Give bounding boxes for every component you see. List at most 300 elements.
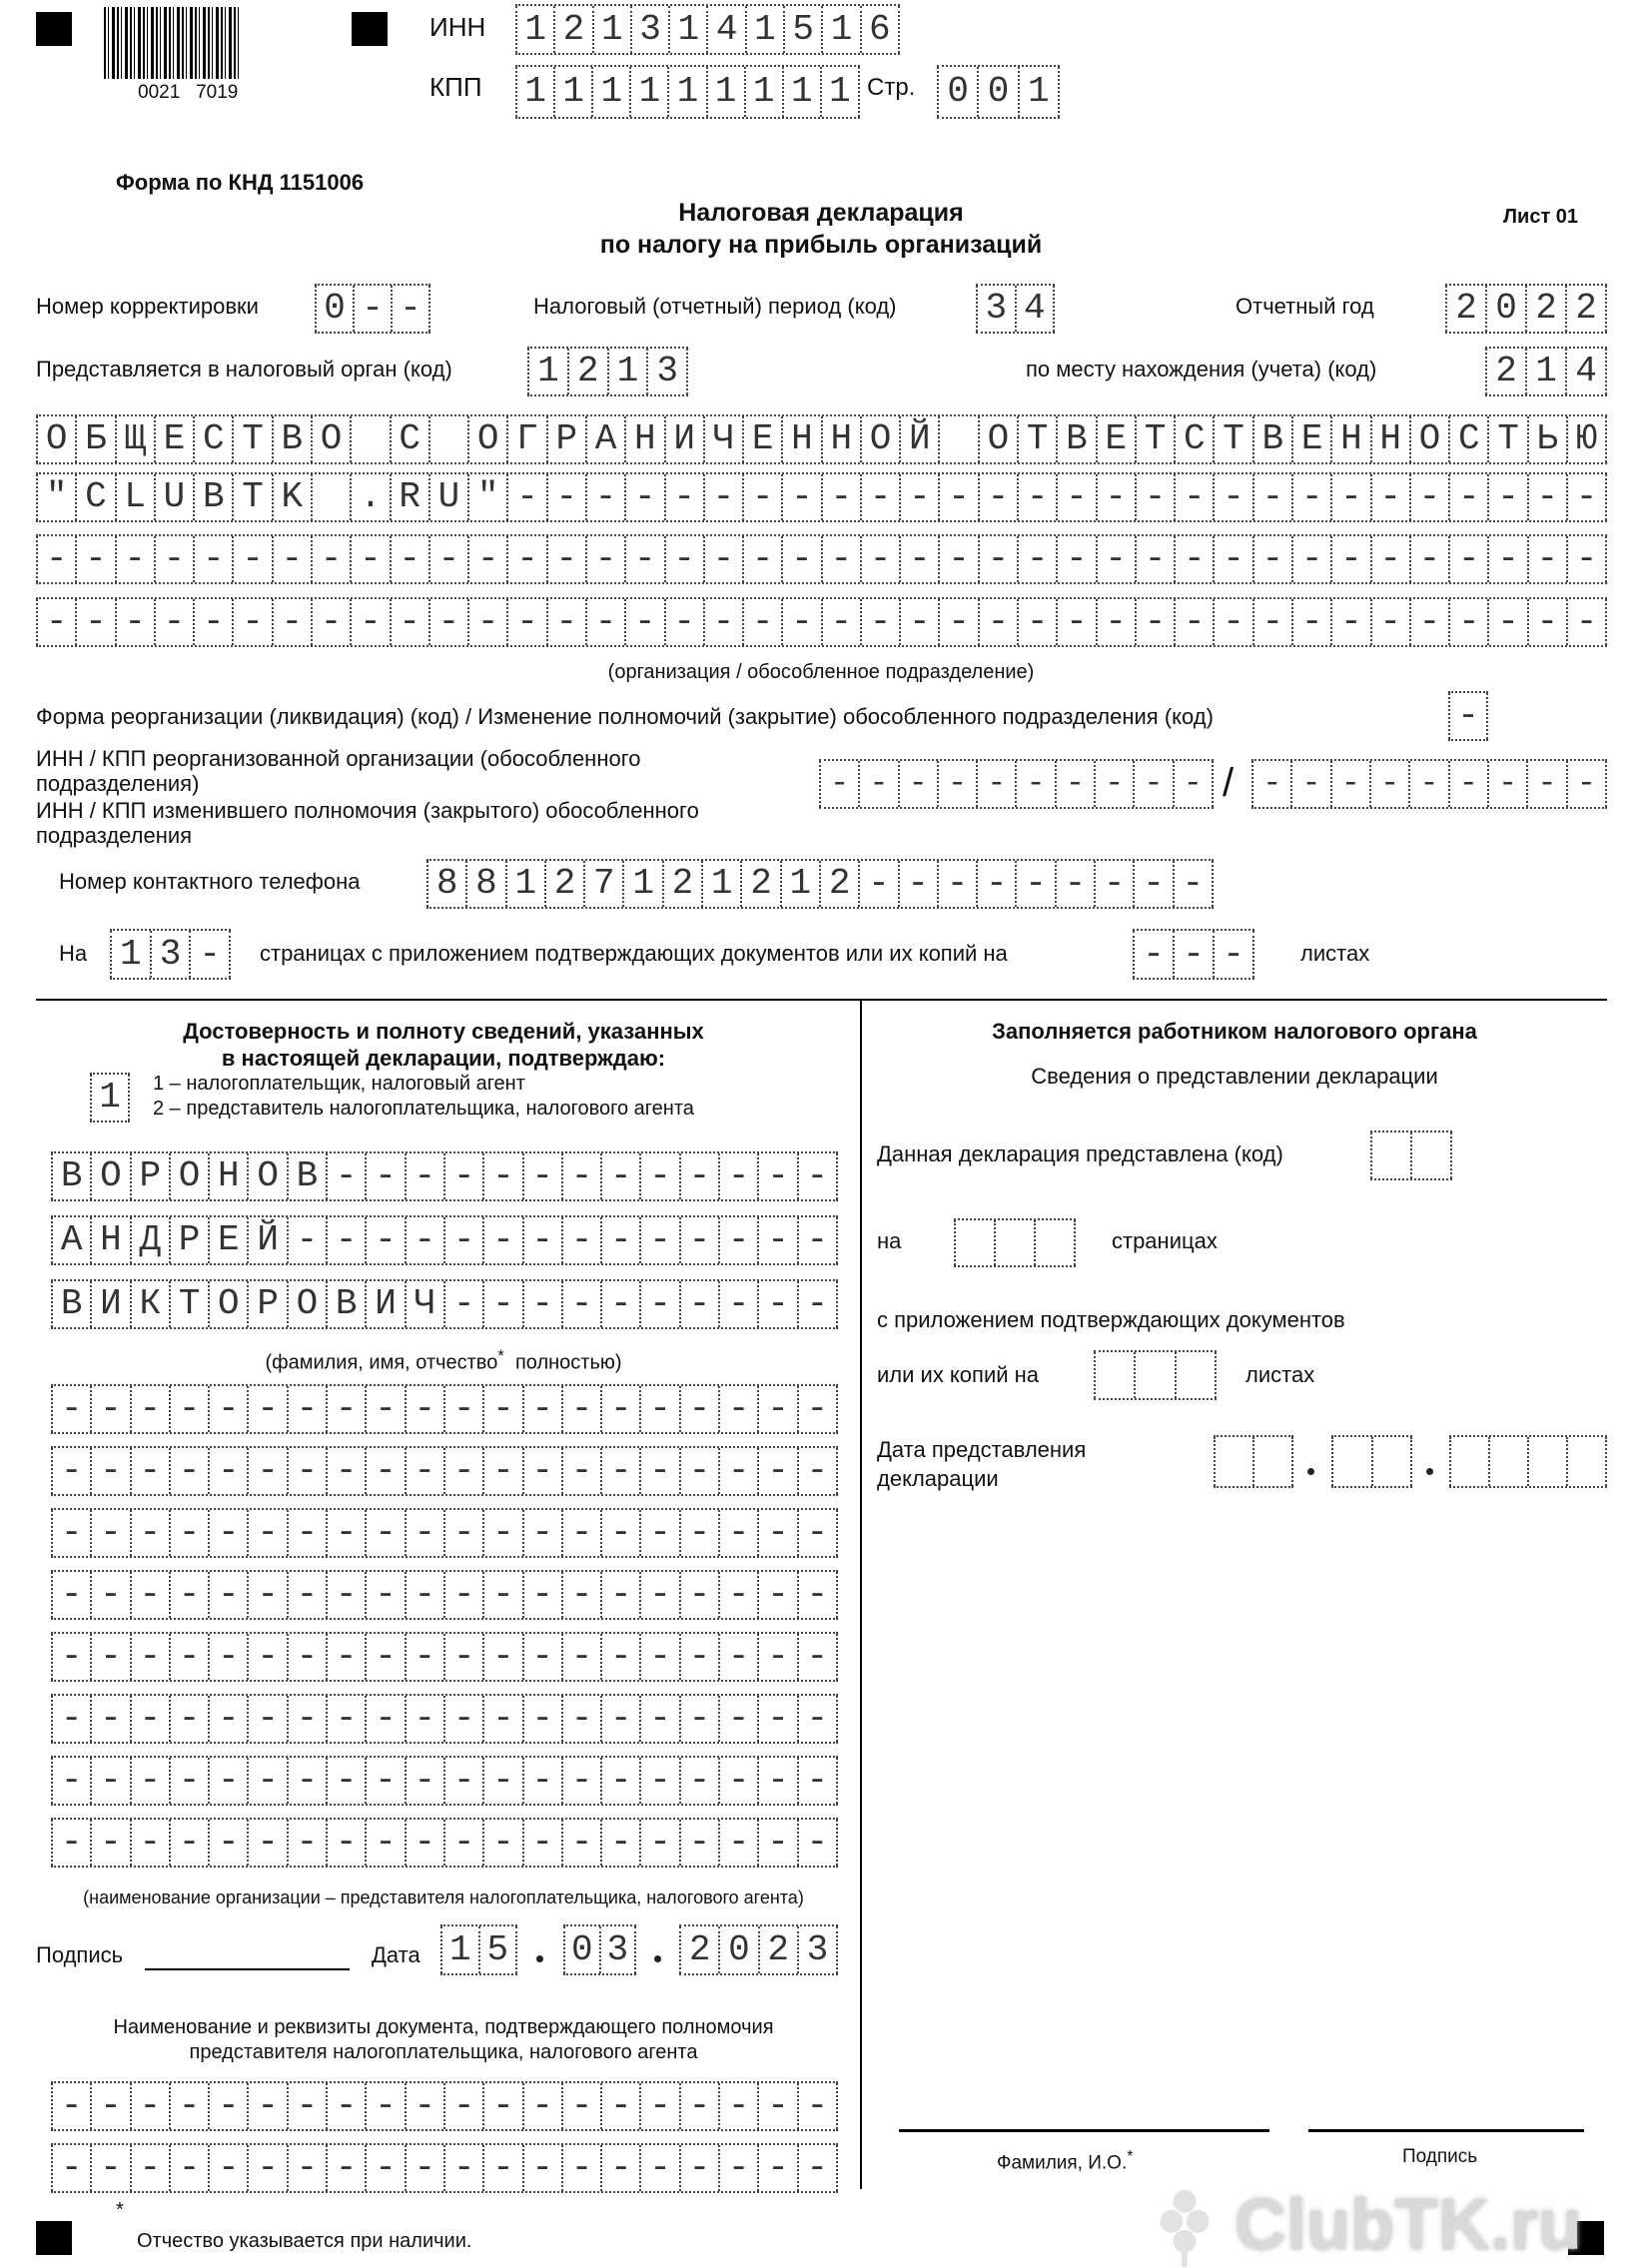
first-name-field[interactable] [51, 1215, 838, 1265]
cell: - [506, 474, 545, 520]
cell: 1 [706, 67, 744, 117]
cell: - [208, 2083, 247, 2129]
cell: С [193, 416, 232, 462]
cell: - [639, 1153, 678, 1199]
attach-field[interactable] [1094, 1350, 1217, 1400]
cell: - [639, 2145, 678, 2191]
cell: С [1448, 416, 1487, 462]
cell: Т [1487, 416, 1526, 462]
cell: - [522, 1572, 561, 1618]
cell: - [703, 536, 742, 582]
cell: - [757, 1153, 796, 1199]
cell: " [36, 474, 75, 520]
cell [1370, 1133, 1410, 1178]
kpp-label: КПП [429, 72, 482, 102]
cell: - [154, 536, 193, 582]
cell: - [561, 1696, 600, 1742]
cell: - [428, 536, 467, 582]
cell: - [365, 1153, 404, 1199]
doc-row[interactable] [51, 2143, 838, 2193]
cell: 1 [440, 1926, 478, 1973]
cell: - [757, 1758, 796, 1804]
cell: - [718, 1572, 757, 1618]
cell: - [482, 1634, 521, 1680]
cell [1134, 1352, 1174, 1398]
patronymic-field[interactable] [51, 1279, 838, 1329]
cell: - [624, 536, 663, 582]
cell: - [1173, 861, 1214, 907]
cell: - [287, 1217, 326, 1263]
cell: - [482, 1281, 521, 1327]
cell: - [405, 1572, 443, 1618]
cell: - [522, 1820, 561, 1866]
cell: - [718, 2145, 757, 2191]
cell: - [522, 1510, 561, 1556]
cell: R [390, 474, 428, 520]
cell: С [1174, 416, 1213, 462]
cell: - [405, 1820, 443, 1866]
cell: - [51, 1696, 90, 1742]
cell: - [51, 1448, 90, 1494]
on-pages-field[interactable] [954, 1218, 1076, 1267]
cell [1449, 1437, 1488, 1486]
cell: - [1015, 761, 1054, 807]
year-field[interactable] [1445, 284, 1607, 334]
cell: U [154, 474, 193, 520]
cell: 0 [1485, 286, 1525, 332]
cell: В [326, 1281, 365, 1327]
submitted-code-field[interactable] [1370, 1131, 1452, 1180]
date-year-field[interactable] [679, 1924, 838, 1975]
cell: - [561, 1572, 600, 1618]
cell: - [326, 1696, 365, 1742]
cell: 1 [505, 861, 544, 907]
cell: - [1291, 474, 1330, 520]
cell: - [797, 1696, 838, 1742]
cell: 3 [599, 1926, 637, 1973]
cell: - [742, 599, 781, 645]
cell: - [350, 536, 389, 582]
cell: - [443, 1281, 482, 1327]
marker-square [36, 12, 72, 46]
cell: - [130, 1758, 169, 1804]
cell: - [860, 536, 899, 582]
cell: 0 [977, 67, 1017, 117]
cell: . [350, 474, 389, 520]
cell: - [1096, 536, 1135, 582]
cell: - [821, 474, 860, 520]
page-number-field[interactable] [937, 65, 1060, 119]
cell [1410, 1133, 1452, 1178]
cell: - [561, 1153, 600, 1199]
cell: 1 [820, 67, 860, 117]
reorg-inn-label: подразделения) [36, 771, 200, 796]
cell: - [1017, 599, 1056, 645]
form-code: Форма по КНД 1151006 [116, 170, 365, 195]
doc-row[interactable] [51, 2081, 838, 2131]
cell: - [858, 861, 897, 907]
cell: - [976, 761, 1015, 807]
cell: - [287, 1696, 326, 1742]
cell: - [976, 861, 1015, 907]
cell: - [208, 2145, 247, 2191]
cell: - [718, 2083, 757, 2129]
cell: - [287, 1510, 326, 1556]
submission-year-field[interactable] [1449, 1435, 1607, 1488]
cell: - [797, 1634, 838, 1680]
cell: - [639, 1448, 678, 1494]
date-day-field[interactable] [440, 1924, 517, 1975]
period-label: Налоговый (отчетный) период (код) [533, 294, 897, 319]
cell: Е [742, 416, 781, 462]
rep-org-row[interactable] [51, 1446, 838, 1496]
name-caption [265, 1346, 621, 1375]
cell: - [522, 1448, 561, 1494]
signature-label: Подпись [36, 1942, 124, 1967]
cell: - [506, 536, 545, 582]
cell: С [390, 416, 428, 462]
cell: - [860, 474, 899, 520]
cell: - [169, 1758, 208, 1804]
cell: - [1291, 536, 1330, 582]
tax-authority-field[interactable] [527, 347, 688, 396]
cell: 1 [701, 861, 740, 907]
inn-field[interactable] [515, 4, 900, 55]
tax-office-subheading: Сведения о представлении декларации [1031, 1064, 1438, 1089]
cell: - [51, 2083, 90, 2129]
submission-date-label: Дата представления [877, 1437, 1087, 1462]
cell: - [585, 599, 624, 645]
cell: - [1174, 599, 1213, 645]
period-field[interactable] [976, 284, 1055, 334]
cell: - [326, 1448, 365, 1494]
cell: - [428, 599, 467, 645]
cell: - [561, 1386, 600, 1432]
cell: - [467, 536, 506, 582]
cell: 8 [426, 861, 465, 907]
cell: - [1527, 599, 1566, 645]
cell: - [326, 1510, 365, 1556]
cell: Й [899, 416, 938, 462]
cell: - [1017, 474, 1056, 520]
reorg-kpp-field[interactable] [1251, 759, 1607, 809]
cell: - [600, 1572, 639, 1618]
cell: U [428, 474, 467, 520]
cell: 0 [937, 67, 977, 117]
changed-inn-label: подразделения [36, 823, 193, 848]
cell: 3 [797, 1926, 838, 1973]
cell: - [703, 599, 742, 645]
cell: - [130, 2145, 169, 2191]
cell: 2 [740, 861, 779, 907]
cell: - [585, 474, 624, 520]
cell: - [1448, 761, 1487, 807]
pages-field[interactable] [110, 929, 231, 980]
cell: - [938, 474, 977, 520]
cell: - [169, 1510, 208, 1556]
watermark: ClubTK.ru [1235, 2185, 1582, 2265]
cell: - [1174, 536, 1213, 582]
rep-org-row[interactable] [51, 1508, 838, 1558]
cell: В [272, 416, 311, 462]
cell: - [405, 1634, 443, 1680]
cell: - [208, 1758, 247, 1804]
cell: - [1133, 761, 1172, 807]
cell: - [600, 1696, 639, 1742]
cell: - [561, 1281, 600, 1327]
org-name-row[interactable] [36, 414, 1607, 464]
cell: А [585, 416, 624, 462]
date-month-field[interactable] [563, 1924, 636, 1975]
cell: - [742, 474, 781, 520]
cell: - [443, 1153, 482, 1199]
cell: B [193, 474, 232, 520]
reorg-field[interactable] [1448, 691, 1488, 741]
cell: - [718, 1696, 757, 1742]
cell: - [757, 1820, 796, 1866]
cell: - [1370, 474, 1409, 520]
org-name-row[interactable] [36, 534, 1607, 584]
cell: - [482, 1572, 521, 1618]
cell: - [679, 1758, 718, 1804]
cell: - [405, 1510, 443, 1556]
cell: 1 [515, 6, 553, 53]
cell: - [1015, 861, 1054, 907]
cell: - [781, 536, 820, 582]
reorg-label: Форма реорганизации (ликвидация) (код) / Изменение полномочий (закрытие) обособленного подразделения (код) [36, 704, 1214, 729]
cell: - [899, 599, 938, 645]
cell: - [247, 2083, 286, 2129]
cell: - [522, 2145, 561, 2191]
cell: Т [232, 416, 271, 462]
cell: 5 [783, 6, 821, 53]
cell [1094, 1352, 1134, 1398]
cell: - [546, 599, 585, 645]
cell: - [247, 1758, 286, 1804]
cell: В [287, 1153, 326, 1199]
cell [428, 416, 467, 462]
cell: - [718, 1758, 757, 1804]
cell: - [232, 536, 271, 582]
cell: - [193, 599, 232, 645]
phone-field[interactable] [426, 859, 1214, 909]
cell: - [585, 536, 624, 582]
cell: - [639, 1696, 678, 1742]
cell: - [639, 1386, 678, 1432]
cell: 7 [583, 861, 622, 907]
cell: - [365, 1510, 404, 1556]
cell: Й [247, 1217, 286, 1263]
cell: - [169, 1634, 208, 1680]
cell: Е [1291, 416, 1330, 462]
cell: - [482, 1820, 521, 1866]
cell: О [860, 416, 899, 462]
cell: Т [1017, 416, 1056, 462]
cell: - [1252, 599, 1291, 645]
cell: - [189, 931, 231, 978]
cell: - [51, 1510, 90, 1556]
cell: 1 [667, 67, 705, 117]
attach-label: или их копий на [877, 1362, 1040, 1387]
cell: - [703, 474, 742, 520]
cell: - [1056, 536, 1095, 582]
fio-label-text: Фамилия, И.О. [997, 2152, 1128, 2174]
rep-org-row[interactable] [51, 1818, 838, 1868]
cell: 2 [567, 349, 607, 394]
cell: - [718, 1217, 757, 1263]
cell: - [208, 1510, 247, 1556]
cell: И [90, 1281, 129, 1327]
cell: - [561, 1820, 600, 1866]
cell: - [600, 1820, 639, 1866]
cell: - [679, 1153, 718, 1199]
org-name-row[interactable] [36, 597, 1607, 647]
cell: 3 [630, 6, 668, 53]
org-name-row[interactable] [36, 472, 1607, 522]
cell: Е [1096, 416, 1135, 462]
cell: - [821, 599, 860, 645]
cell: - [679, 1281, 718, 1327]
cell: - [1487, 536, 1526, 582]
cell: - [1094, 761, 1133, 807]
location-label: по месту нахождения (учета) (код) [1026, 357, 1377, 381]
cell: - [639, 1758, 678, 1804]
cell: 3 [646, 349, 688, 394]
cell: - [522, 1217, 561, 1263]
on-label: на [877, 1228, 902, 1253]
cell: - [1370, 599, 1409, 645]
cell: - [860, 599, 899, 645]
cell: - [208, 1386, 247, 1432]
date-separator [536, 1955, 543, 1962]
cell: - [679, 1510, 718, 1556]
cell [350, 416, 389, 462]
cell: 5 [478, 1926, 518, 1973]
cell: - [757, 1448, 796, 1494]
attachments-field[interactable] [1133, 929, 1254, 980]
cell: - [247, 1820, 286, 1866]
submission-month-field[interactable] [1331, 1435, 1412, 1488]
cell: 2 [1445, 286, 1485, 332]
cell: 1 [1018, 67, 1060, 117]
attachments-suffix: листах [1300, 941, 1370, 966]
cell: - [937, 861, 976, 907]
cell: - [115, 599, 154, 645]
cell: T [232, 474, 271, 520]
cell: - [36, 599, 75, 645]
cell [1331, 1437, 1371, 1486]
cell: - [353, 286, 391, 332]
cell: - [405, 1758, 443, 1804]
rep-org-row[interactable] [51, 1570, 838, 1620]
cell: - [365, 1386, 404, 1432]
signer-type-field[interactable] [90, 1073, 130, 1123]
cell: - [365, 1696, 404, 1742]
cell: - [1055, 861, 1094, 907]
cell: - [1252, 474, 1291, 520]
cell: - [522, 1153, 561, 1199]
cell: - [1330, 474, 1369, 520]
cell: И [664, 416, 703, 462]
cell: Н [208, 1153, 247, 1199]
cell: - [365, 2083, 404, 2129]
cell: - [90, 1386, 129, 1432]
reorg-inn-field[interactable] [819, 759, 1214, 809]
cell: 1 [515, 67, 553, 117]
cell: - [1173, 931, 1213, 978]
date-label: Дата [372, 1942, 420, 1967]
location-field[interactable] [1485, 347, 1607, 396]
rep-org-row[interactable] [51, 1694, 838, 1744]
correction-field[interactable] [315, 284, 430, 334]
cell: - [208, 1634, 247, 1680]
cell: 1 [607, 349, 647, 394]
cell: - [130, 1820, 169, 1866]
cell: - [938, 599, 977, 645]
cell: - [365, 2145, 404, 2191]
cell: - [1448, 599, 1487, 645]
cell: Р [169, 1217, 208, 1263]
attach-label: с приложением подтверждающих документов [877, 1307, 1345, 1332]
cell: - [797, 1217, 838, 1263]
cell: Ч [703, 416, 742, 462]
cell: - [130, 1510, 169, 1556]
cell: - [208, 1448, 247, 1494]
cell: - [506, 599, 545, 645]
cell: - [482, 1510, 521, 1556]
cell: - [154, 599, 193, 645]
cell: Д [130, 1217, 169, 1263]
cell: 0 [563, 1926, 599, 1973]
cell: - [130, 1448, 169, 1494]
cell: Н [624, 416, 663, 462]
cell: - [169, 2145, 208, 2191]
cell: - [1408, 761, 1447, 807]
cell: - [1448, 536, 1487, 582]
rep-org-row[interactable] [51, 1756, 838, 1806]
page-label: Стр. [867, 74, 916, 101]
cell: - [390, 599, 428, 645]
sheet-number: Лист 01 [1503, 206, 1579, 228]
cell: - [600, 1634, 639, 1680]
cell: - [561, 1217, 600, 1263]
cell [1371, 1437, 1413, 1486]
confirm-heading: в настоящей декларации, подтверждаю: [221, 1046, 666, 1071]
rep-org-row[interactable] [51, 1384, 838, 1434]
cell: - [287, 1572, 326, 1618]
cell: K [272, 474, 311, 520]
cell: 0 [315, 286, 353, 332]
cell: - [130, 1696, 169, 1742]
cell: 2 [758, 1926, 797, 1973]
rep-org-row[interactable] [51, 1632, 838, 1682]
cell: - [781, 474, 820, 520]
surname-field[interactable] [51, 1151, 838, 1201]
cell: - [405, 1448, 443, 1494]
cell: - [600, 1153, 639, 1199]
cell: - [600, 1448, 639, 1494]
cell: - [1173, 761, 1214, 807]
kpp-field[interactable] [515, 65, 860, 119]
cell: - [443, 1758, 482, 1804]
submission-day-field[interactable] [1214, 1435, 1293, 1488]
cell: - [311, 536, 350, 582]
signature-line[interactable] [145, 1968, 350, 1970]
cell: - [287, 2145, 326, 2191]
cell: - [443, 1820, 482, 1866]
cell: - [522, 1696, 561, 1742]
cell: - [482, 1153, 521, 1199]
